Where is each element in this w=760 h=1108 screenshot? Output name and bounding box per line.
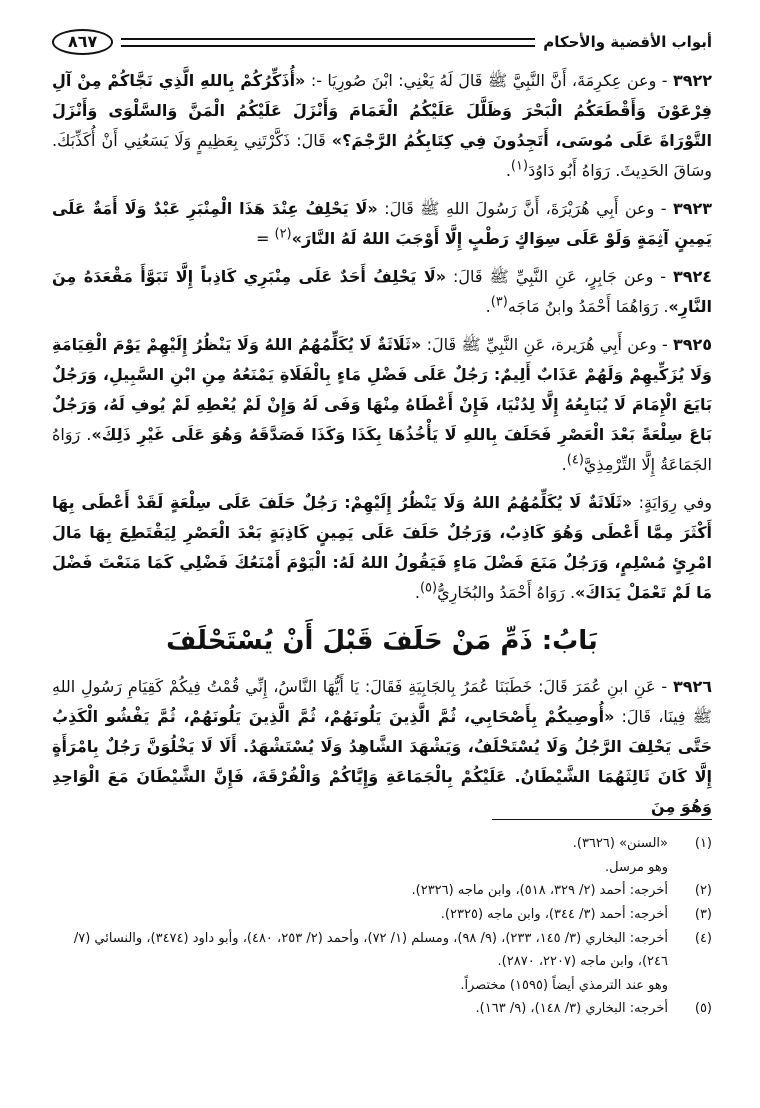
hadith-intro: - عَنِ ابنِ عُمَرَ قَالَ: خَطَبَنَا عُمَرُ بِالجَابِيَةِ فَقَالَ: يَا أَيُّهَا النَّاسُ، إِنِّي قُمْتُ فِيكُمْ كَقِيَامِ رَسُولِ اللهِ ﷺ فِينَا، قَالَ: <box>52 677 713 726</box>
footnote <box>52 927 712 973</box>
footnote <box>52 832 712 855</box>
hadith-number: ٣٩٢٢ <box>672 71 713 90</box>
footnotes <box>52 832 712 1021</box>
hadith-text: «ثَلَاثَةٌ لَا يُكَلِّمُهُمُ اللهُ وَلَا يَنْظُرُ إِلَيْهِمْ: رَجُلٌ حَلَفَ عَلَى سِلْعَةٍ لَقَدْ أَعْطَى بِهَا أَكْثَرَ مِمَّا أَعْطَى وَهُوَ كَاذِبٌ، وَرَجُلٌ حَلَفَ عَلَى يَمِينٍ كَاذِبَةٍ بَعْدَ الْعَصْرِ لِيَقْتَطِعَ بِهَا مَالَ امْرِئٍ مُسْلِمٍ، وَرَجُلٌ مَنَعَ فَضْلَ مَاءٍ فَيَقُولُ اللهُ لَهُ: الْيَوْمَ أَمْنَعُكَ فَضْلِي كَمَا مَنَعْتَ فَضْلَ مَا لَمْ تَعْمَلْ يَدَاكَ» <box>52 493 712 602</box>
hadith-tail: . رَوَاهُمَا أَحْمَدُ وابنُ مَاجَه <box>507 297 669 316</box>
footnote-note: وهو مرسل. <box>605 860 668 875</box>
main-text <box>52 66 712 822</box>
hadith-paragraph: ٣٩٢٢ - وعن عِكرِمَةَ، أَنَّ النَّبِيَّ ﷺ قَالَ لَهُ يَعْنِي: ابْنَ صُورِيَا -: «أُذَكِّرُكُمْ بِاللهِ الَّذِي نَجَّاكُمْ مِنْ آلِ فِرْعَوْنَ وَأَقْطَعَكُمُ الْبَحْرَ وَظَلَّلَ عَلَيْكُمُ الْغَمَامَ وَأَنْزَلَ عَلَيْكُمُ الْمَنَّ وَالسَّلْوَى وَأَنْزَلَ التَّوْرَاةَ عَلَى مُوسَى، أَتَجِدُونَ فِي كِتَابِكُمُ الرَّجْمَ؟» قَالَ: ذَكَّرْتَنِي بِعَظِيمٍ وَلَا يَسَعُنِي أَنْ أُكَذِّبَكَ. وسَاقَ الحَدِيثَ. رَوَاهُ أَبُو دَاوُدَ$^{(١)}$. <box>52 71 713 180</box>
hadith-tail: . رَوَاهُ الجَمَاعَةُ إِلَّا التِّرْمِذِيَّ <box>52 425 712 474</box>
footnote-ref: (٥) <box>419 580 438 596</box>
hadith-number: ٣٩٢٣ <box>672 199 713 218</box>
hadith-number: ٣٩٢٤ <box>672 267 713 286</box>
hadith-intro: - وعن جَابِرٍ، عَنِ النَّبِيِّ ﷺ قَالَ: <box>446 267 673 286</box>
footnote-text: أخرجه: البخاري (٣/ ١٤٥، ٢٣٣)، (٩/ ٩٨)، ومسلم (١/ ٧٢)، وأحمد (٢/ ٢٥٣، ٤٨٠)، وأبو داود (٣٤٧٤)، والنسائي (٧/ ٢٤٦)، وابن ماجه (٢٢٠٧، ٢٨٧٠). <box>73 931 668 969</box>
hadith-text: «أُذَكِّرُكُمْ بِاللهِ الَّذِي نَجَّاكُمْ مِنْ آلِ فِرْعَوْنَ وَأَقْطَعَكُمُ الْبَحْرَ وَظَلَّلَ عَلَيْكُمُ الْغَمَامَ وَأَنْزَلَ عَلَيْكُمُ الْمَنَّ وَالسَّلْوَى وَأَنْزَلَ التَّوْرَاةَ عَلَى مُوسَى، أَتَجِدُونَ فِي كِتَابِكُمُ الرَّجْمَ؟» <box>52 71 712 150</box>
footnote-number: (١) <box>694 836 712 851</box>
hadith-intro: - وعن عِكرِمَةَ، أَنَّ النَّبِيَّ ﷺ قَالَ لَهُ يَعْنِي: ابْنَ صُورِيَا -: <box>305 71 673 90</box>
hadith-number: ٣٩٢٥ <box>672 335 713 354</box>
footnote-number: (٤) <box>694 931 712 946</box>
hadith-variant-paragraph: وفي رِوَايَةٍ: «ثَلَاثَةٌ لَا يُكَلِّمُهُمُ اللهُ وَلَا يَنْظُرُ إِلَيْهِمْ: رَجُلٌ حَلَفَ عَلَى سِلْعَةٍ لَقَدْ أَعْطَى بِهَا أَكْثَرَ مِمَّا أَعْطَى وَهُوَ كَاذِبٌ، وَرَجُلٌ حَلَفَ عَلَى يَمِينٍ كَاذِبَةٍ بَعْدَ الْعَصْرِ لِيَقْتَطِعَ بِهَا مَالَ امْرِئٍ مُسْلِمٍ، وَرَجُلٌ مَنَعَ فَضْلَ مَاءٍ فَيَقُولُ اللهُ لَهُ: الْيَوْمَ أَمْنَعُكَ فَضْلِي كَمَا مَنَعْتَ فَضْلَ مَا لَمْ تَعْمَلْ يَدَاكَ». رَوَاهُ أَحْمَدُ والبُخَارِيُّ$^{(٥)}$. <box>52 493 712 602</box>
footnote <box>52 879 712 902</box>
hadith-paragraph: ٣٩٢٣ - وعن أَبِي هُرَيْرَةَ، أَنَّ رَسُولَ اللهِ ﷺ قَالَ: «لَا يَحْلِفُ عِنْدَ هَذَا الْمِنْبَرِ عَبْدٌ وَلَا أَمَةٌ عَلَى يَمِينٍ آثِمَةٍ وَلَوْ عَلَى سِوَاكٍ رَطْبٍ إِلَّا أَوْجَبَ اللهُ لَهُ النَّارَ»$^{(٢)}$ = <box>52 199 713 248</box>
book-page <box>52 24 712 1084</box>
header-rule <box>121 38 535 47</box>
hadith-paragraph <box>52 672 712 822</box>
hadith-paragraph: ٣٩٢٤ - وعن جَابِرٍ، عَنِ النَّبِيِّ ﷺ قَالَ: «لَا يَحْلِفُ أَحَدٌ عَلَى مِنْبَرِي كَاذِباً إِلَّا تَبَوَّأَ مَقْعَدَهُ مِنَ النَّارِ». رَوَاهُمَا أَحْمَدُ وابنُ مَاجَه$^{(٣)}$. <box>52 267 713 316</box>
hadith-text: «لَا يَحْلِفُ أَحَدٌ عَلَى مِنْبَرِي كَاذِباً إِلَّا تَبَوَّأَ مَقْعَدَهُ مِنَ النَّارِ» <box>52 267 712 316</box>
footnote <box>52 997 712 1020</box>
header-title: أبواب الأقضية والأحكام <box>543 33 712 51</box>
hadith-intro: - وعن أَبِي هُرَيرة، عَنِ النَّبِيِّ ﷺ قَالَ: <box>421 335 673 354</box>
hadith-tail: قَالَ: ذَكَّرْتَنِي بِعَظِيمٍ وَلَا يَسَعُنِي أَنْ أُكَذِّبَكَ. وسَاقَ الحَدِيثَ. رَوَاهُ أَبُو دَاوُدَ <box>52 131 712 180</box>
footnote-number: (٢) <box>694 883 712 898</box>
footnote-text: أخرجه: البخاري (٣/ ١٤٨)، (٩/ ١٦٣). <box>475 1001 668 1016</box>
hadith-tail: . رَوَاهُ أَحْمَدُ والبُخَارِيُّ <box>437 583 576 602</box>
footnote-ref: (٤) <box>566 452 584 468</box>
hadith-text: «ثَلَاثَةٌ لَا يُكَلِّمُهُمُ اللهُ وَلَا يَنْظُرُ إِلَيْهِمْ يَوْمَ الْقِيَامَةِ وَلَا يُزَكِّيهِمْ وَلَهُمْ عَذَابٌ أَلِيمٌ: رَجُلٌ عَلَى فَضْلِ مَاءٍ بِالْفَلَاةِ يَمْنَعُهُ مِنِ ابْنِ السَّبِيلِ، وَرَجُلٌ بَايَعَ الْإِمَامَ لَا يُبَايِعُهُ إِلَّا لِدُنْيَا، فَإِنْ أَعْطَاهُ مِنْهَا وَفَى لَهُ وَإِنْ لَمْ يُعْطِهِ لَمْ يُوفِ لَهُ، وَرَجُلٌ بَاعَ سِلْعَةً بَعْدَ الْعَصْرِ فَحَلَفَ بِاللهِ لَا يَأْخُذُهَا بِكَذَا وَكَذَا فَصَدَّقَهُ وَهُوَ عَلَى غَيْرِ ذَلِكَ» <box>52 335 713 444</box>
hadith-paragraph: ٣٩٢٥ - وعن أَبِي هُرَيرة، عَنِ النَّبِيِّ ﷺ قَالَ: «ثَلَاثَةٌ لَا يُكَلِّمُهُمُ اللهُ وَلَا يَنْظُرُ إِلَيْهِمْ يَوْمَ الْقِيَامَةِ وَلَا يُزَكِّيهِمْ وَلَهُمْ عَذَابٌ أَلِيمٌ: رَجُلٌ عَلَى فَضْلِ مَاءٍ بِالْفَلَاةِ يَمْنَعُهُ مِنِ ابْنِ السَّبِيلِ، وَرَجُلٌ بَايَعَ الْإِمَامَ لَا يُبَايِعُهُ إِلَّا لِدُنْيَا، فَإِنْ أَعْطَاهُ مِنْهَا وَفَى لَهُ وَإِنْ لَمْ يُعْطِهِ لَمْ يُوفِ لَهُ، وَرَجُلٌ بَاعَ سِلْعَةً بَعْدَ الْعَصْرِ فَحَلَفَ بِاللهِ لَا يَأْخُذُهَا بِكَذَا وَكَذَا فَصَدَّقَهُ وَهُوَ عَلَى غَيْرِ ذَلِكَ». رَوَاهُ الجَمَاعَةُ إِلَّا التِّرْمِذِيَّ$^{(٤)}$. <box>52 335 713 474</box>
footnote-note: وهو عند الترمذي أيضاً (١٥٩٥) مختصراً. <box>460 978 668 993</box>
footnote-ref: (١) <box>510 158 529 174</box>
running-header <box>52 24 712 60</box>
footnote-text: أخرجه: أحمد (٢/ ٣٢٩، ٥١٨)، وابن ماجه (٢٣٢٦). <box>411 883 668 898</box>
footnote <box>52 903 712 926</box>
footnote-text: «السنن» (٣٦٢٦). <box>572 836 668 851</box>
hadith-text: «أُوصِيكُمْ بِأَصْحَابِي، ثُمَّ الَّذِينَ يَلُونَهُمْ، ثُمَّ الَّذِينَ يَلُونَهُمْ، ثُمَّ يَفْشُو الْكَذِبُ حَتَّى يَحْلِفَ الرَّجُلُ وَلَا يُسْتَحْلَفُ، وَيَشْهَدَ الشَّاهِدُ وَلَا يُسْتَشْهَدُ. أَلَا لَا يَخْلُوَنَّ رَجُلٌ بِامْرَأَةٍ إِلَّا كَانَ ثَالِثَهُمَا الشَّيْطَانُ. عَلَيْكُمْ بِالْجَمَاعَةِ وَإِيَّاكُمْ وَالْفُرْقَةَ، فَإِنَّ الشَّيْطَانَ مَعَ الْوَاحِدِ وَهُوَ مِنَ <box>52 707 712 816</box>
footnote-separator <box>492 819 712 820</box>
page-number: ٨٦٧ <box>52 29 113 55</box>
footnote-ref: (٢) <box>274 226 292 242</box>
hadith-number: ٣٩٢٦ <box>672 677 712 696</box>
footnote-number: (٥) <box>694 1001 712 1016</box>
footnote-number: (٣) <box>694 907 712 922</box>
footnote-ref: (٣) <box>490 294 508 310</box>
variant-intro: وفي رِوَايَةٍ: <box>632 493 712 512</box>
hadith-intro: - وعن أَبِي هُرَيْرَةَ، أَنَّ رَسُولَ اللهِ ﷺ قَالَ: <box>377 199 673 218</box>
chapter-heading: بَابُ: ذَمِّ مَنْ حَلَفَ قَبْلَ أَنْ يُسْتَحْلَفَ <box>166 626 598 656</box>
hadith-text: «لَا يَحْلِفُ عِنْدَ هَذَا الْمِنْبَرِ عَبْدٌ وَلَا أَمَةٌ عَلَى يَمِينٍ آثِمَةٍ وَلَوْ عَلَى سِوَاكٍ رَطْبٍ إِلَّا أَوْجَبَ اللهُ لَهُ النَّارَ» <box>52 199 712 248</box>
footnote-text: أخرجه: أحمد (٣/ ٣٤٤)، وابن ماجه (٢٣٢٥). <box>440 907 668 922</box>
